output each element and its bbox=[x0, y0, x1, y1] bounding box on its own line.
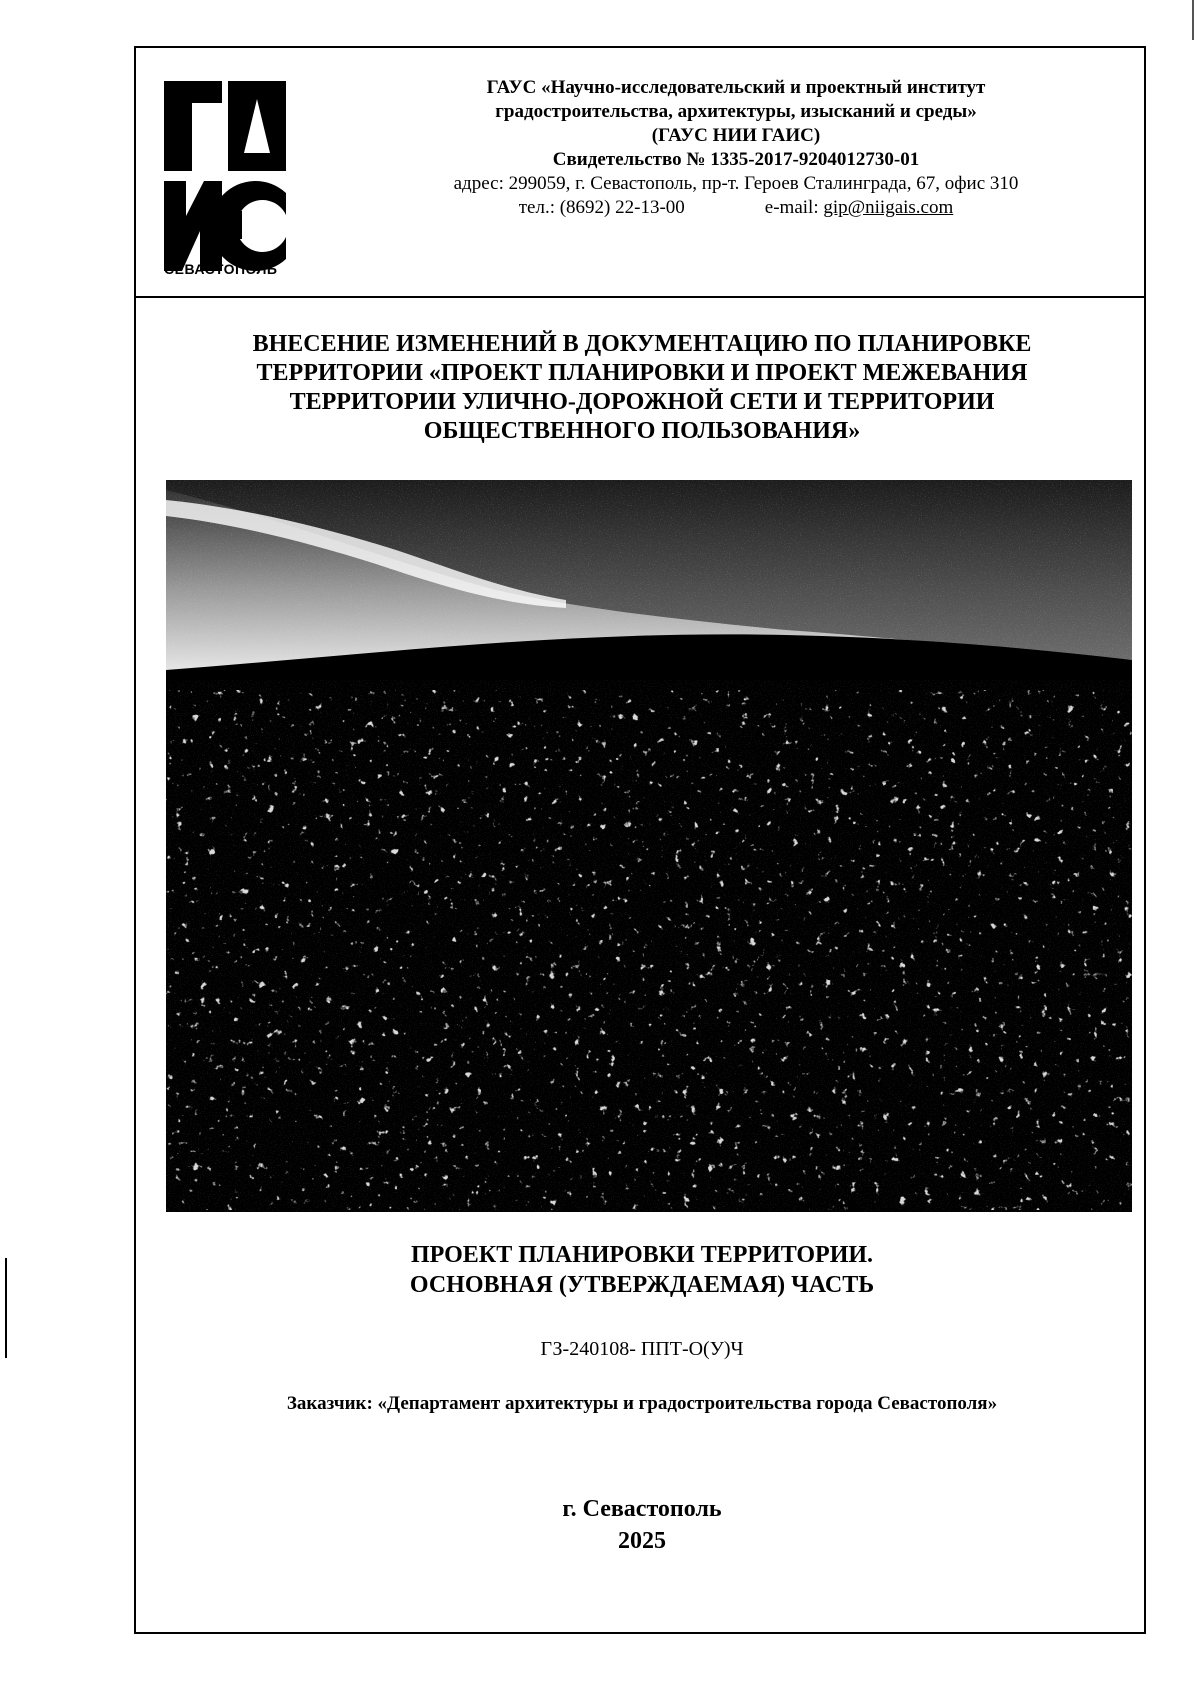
org-name-line-1: ГАУС «Научно-исследовательский и проектный институт bbox=[486, 77, 986, 98]
footer-year: 2025 bbox=[618, 1528, 666, 1554]
footer-city: г. Севастополь bbox=[562, 1496, 722, 1522]
title-line-1: ВНЕСЕНИЕ ИЗМЕНЕНИЙ В ДОКУМЕНТАЦИЮ ПО ПЛАНИРОВКЕ bbox=[252, 331, 1032, 357]
logo-caption: СЕВАСТОПОЛЬ bbox=[164, 261, 278, 277]
aerial-city-photo bbox=[166, 480, 1132, 1212]
customer-label: Заказчик: bbox=[286, 1393, 373, 1414]
org-name-line-2: градостроительства, архитектуры, изысканий и среды» bbox=[495, 101, 977, 122]
section-title-line-1: ПРОЕКТ ПЛАНИРОВКИ ТЕРРИТОРИИ. bbox=[410, 1242, 874, 1268]
gais-logo bbox=[164, 66, 294, 286]
customer-line bbox=[156, 1393, 1128, 1415]
scan-edge-mark bbox=[1192, 0, 1194, 40]
org-short-name: (ГАУС НИИ ГАИС) bbox=[651, 125, 821, 146]
scan-margin-mark bbox=[5, 1258, 7, 1358]
section-title bbox=[176, 1240, 1108, 1300]
header-block bbox=[136, 48, 1144, 298]
phone-number: тел.: (8692) 22-13-00 bbox=[518, 197, 685, 218]
document-title bbox=[176, 330, 1108, 446]
org-address: адрес: 299059, г. Севастополь, пр-т. Героев Сталинграда, 67, офис 310 bbox=[453, 173, 1019, 194]
document-frame bbox=[134, 46, 1146, 1634]
customer-name: «Департамент архитектуры и градостроительства города Севастополя» bbox=[377, 1393, 998, 1414]
title-line-2: ТЕРРИТОРИИ «ПРОЕКТ ПЛАНИРОВКИ И ПРОЕКТ МЕЖЕВАНИЯ bbox=[256, 360, 1028, 386]
title-line-4: ОБЩЕСТВЕННОГО ПОЛЬЗОВАНИЯ» bbox=[423, 418, 861, 444]
organization-info bbox=[356, 76, 1116, 220]
contact-line bbox=[356, 196, 1116, 220]
certificate-number: Свидетельство № 1335-2017-9204012730-01 bbox=[552, 149, 920, 170]
email-label: e-mail: bbox=[764, 197, 819, 218]
email-link[interactable]: gip@niigais.com bbox=[823, 197, 954, 218]
footer-place-year bbox=[176, 1493, 1108, 1557]
title-line-3: ТЕРРИТОРИИ УЛИЧНО-ДОРОЖНОЙ СЕТИ И ТЕРРИТОРИИ bbox=[289, 389, 995, 415]
section-title-line-2: ОСНОВНАЯ (УТВЕРЖДАЕМАЯ) ЧАСТЬ bbox=[409, 1272, 875, 1298]
document-code: ГЗ-240108- ППТ-О(У)Ч bbox=[540, 1338, 744, 1360]
